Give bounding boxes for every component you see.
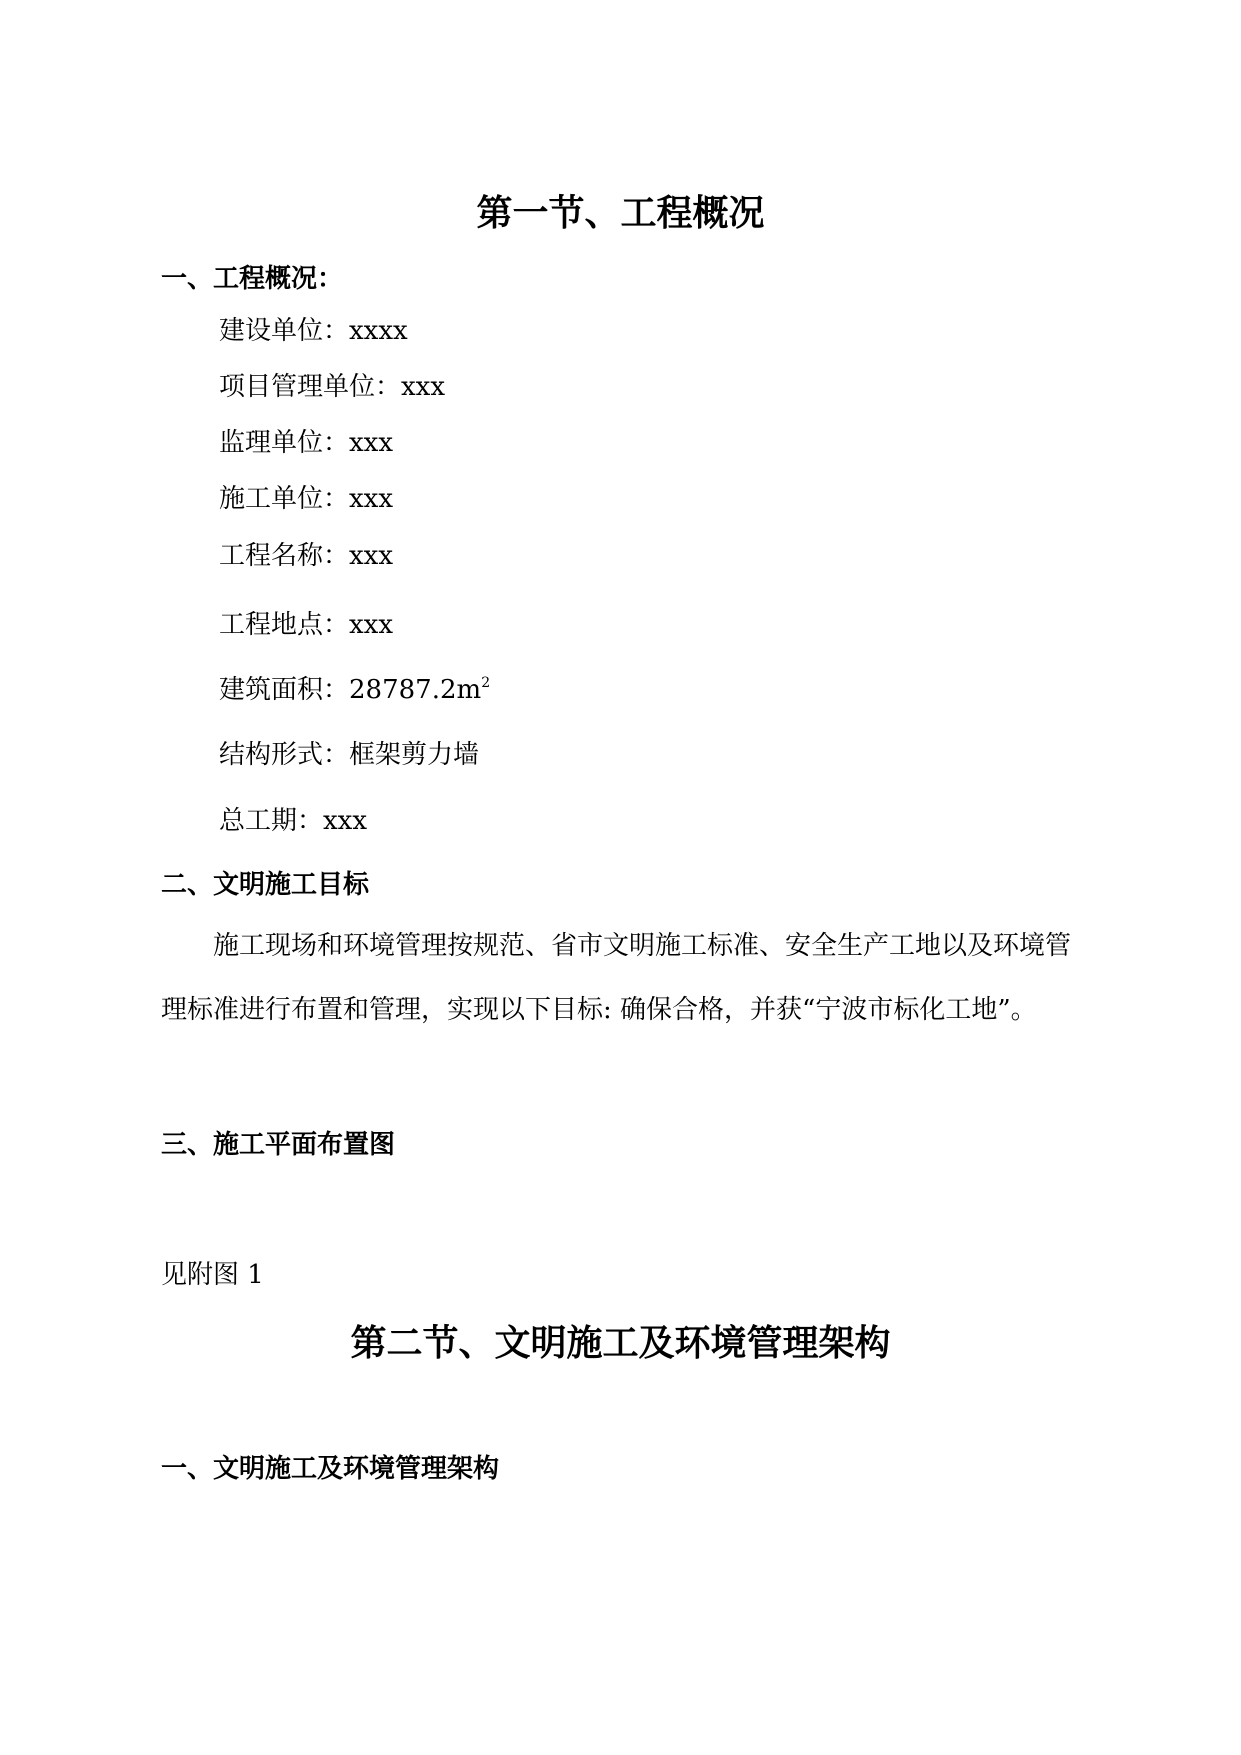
info-value: xxx (349, 610, 394, 640)
info-line-construction-unit (219, 318, 408, 344)
info-line-project-management-unit (219, 374, 445, 400)
section-1-title: 第一节、工程概况 (476, 193, 765, 234)
info-value: xxx (349, 484, 394, 514)
section-1-heading-goals: 二、文明施工目标 (161, 870, 370, 900)
info-line-total-duration (219, 808, 367, 834)
section-2-heading-management-structure: 一、文明施工及环境管理架构 (161, 1454, 500, 1484)
info-label: 结构形式： (219, 740, 350, 770)
info-label: 项目管理单位： (219, 372, 402, 402)
info-label: 工程地点： (219, 610, 350, 640)
info-line-building-area (219, 677, 490, 703)
info-value: xxxx (349, 316, 408, 346)
info-label: 监理单位： (219, 428, 350, 458)
info-value: 28787.2m (349, 675, 482, 705)
info-label: 建筑面积： (219, 675, 350, 705)
info-value-superscript: 2 (481, 675, 491, 691)
section-1-heading-site-plan: 三、施工平面布置图 (161, 1130, 396, 1160)
info-value: xxx (349, 428, 394, 458)
appendix-reference: 见附图 1 (161, 1260, 264, 1290)
info-label: 施工单位： (219, 484, 350, 514)
info-value: xxx (349, 541, 394, 571)
info-line-project-location (219, 612, 393, 638)
info-value: 框架剪力墙 (349, 740, 480, 770)
section-1-heading-overview: 一、工程概况： (161, 264, 344, 294)
section-2-title: 第二节、文明施工及环境管理架构 (350, 1323, 891, 1364)
info-line-project-name (219, 543, 393, 569)
goals-paragraph: 施工现场和环境管理按规范、省市文明施工标准、安全生产工地以及环境管理标准进行布置和管理，实现以下目标: 确保合格，并获“宁波市标化工地”。 (161, 931, 1072, 1025)
info-value: xxx (401, 372, 446, 402)
info-value: xxx (323, 806, 368, 836)
info-label: 总工期： (219, 806, 324, 836)
info-line-contractor-unit (219, 486, 393, 512)
info-label: 建设单位： (219, 316, 350, 346)
info-line-structure-type (219, 742, 479, 768)
info-label: 工程名称： (219, 541, 350, 571)
info-line-supervision-unit (219, 430, 393, 456)
